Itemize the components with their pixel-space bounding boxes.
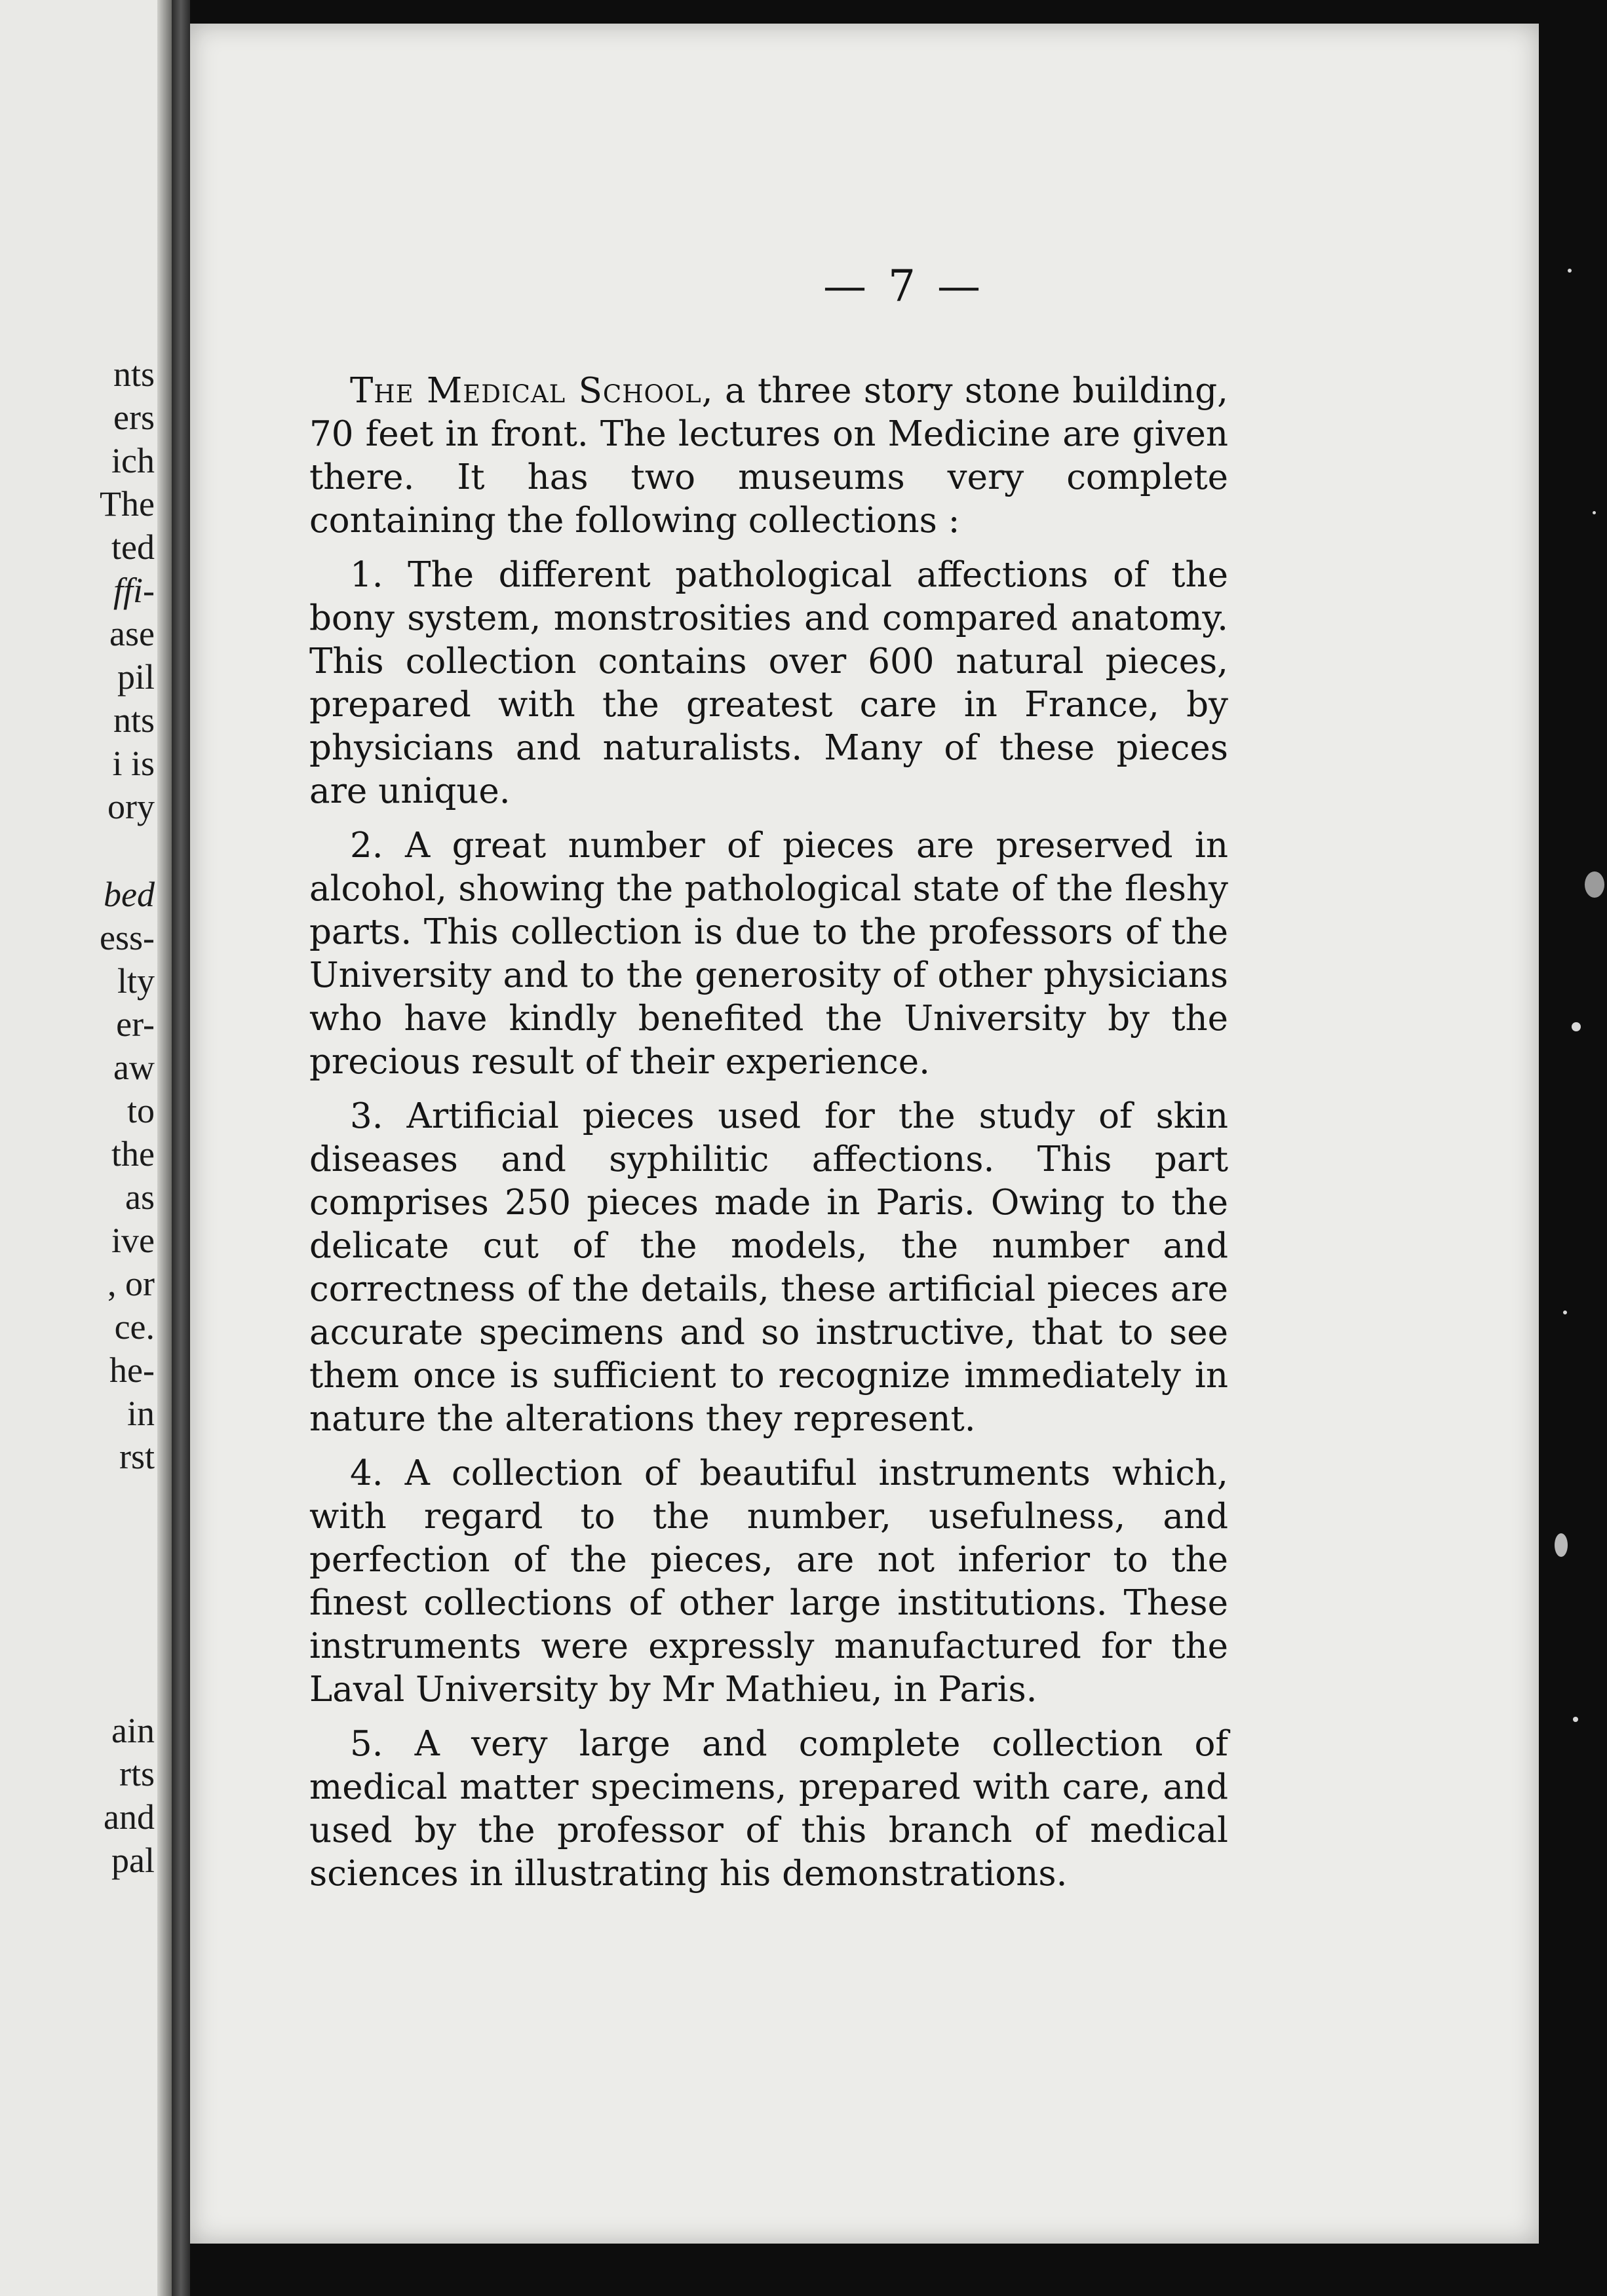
previous-page-fragment: ory bbox=[107, 787, 155, 826]
previous-page-fragment: ce. bbox=[114, 1307, 155, 1347]
section-heading: The Medical School bbox=[350, 371, 702, 411]
book-page bbox=[190, 24, 1539, 2244]
scan-speck bbox=[1568, 269, 1572, 273]
previous-page-fragment: i is bbox=[112, 744, 155, 783]
collection-item-5: 5. A very large and complete collection of medical matter specimens, prepared with care, and used by the professor of this branch of medical sciences in illustrating his demonstrations. bbox=[309, 1724, 1228, 1894]
previous-page-edge bbox=[0, 0, 172, 2296]
scan-speck bbox=[1593, 511, 1596, 514]
previous-page-fragment: The bbox=[100, 484, 155, 524]
previous-page-fragment: lty bbox=[117, 961, 155, 1001]
previous-page-fragment: he- bbox=[109, 1350, 155, 1390]
previous-page-fragment: ers bbox=[113, 398, 155, 437]
previous-page-fragment: ain bbox=[111, 1711, 155, 1750]
previous-page-fragment: ich bbox=[111, 441, 155, 480]
book-gutter bbox=[172, 0, 190, 2296]
scan-speck bbox=[1555, 1533, 1568, 1557]
page-edge-shadow bbox=[157, 0, 172, 2296]
previous-page-fragment: ess- bbox=[100, 918, 155, 957]
previous-page-fragment: in bbox=[126, 1394, 155, 1433]
collection-item-2: 2. A great number of pieces are preserved in alcohol, showing the pathological state of the fleshy parts. This collection is due to the professors of the University and to the generosity of other physicians who have kindly benefited the University by the precious result of their experience. bbox=[309, 826, 1228, 1082]
scan-speck bbox=[1573, 1717, 1578, 1722]
scan-speck bbox=[1572, 1022, 1581, 1031]
previous-page-fragment: pil bbox=[117, 657, 155, 697]
previous-page-fragment: , or bbox=[107, 1264, 155, 1303]
previous-page-fragment: nts bbox=[113, 700, 155, 740]
previous-page-fragment: er- bbox=[116, 1004, 155, 1044]
previous-page-fragment: and bbox=[104, 1797, 155, 1837]
previous-page-fragment: as bbox=[125, 1177, 155, 1217]
collection-item-3: 3. Artificial pieces used for the study of skin diseases and syphilitic affections. This part comprises 250 pieces made in Paris. Owing to the delicate cut of the models, the number and correctness of the details, these artificial pieces are accurate specimens and so instructive, that to see them once is sufficient to recognize immediately in nature the alterations they represent. bbox=[309, 1096, 1228, 1439]
page-body bbox=[309, 370, 1228, 1907]
collection-item-4: 4. A collection of beautiful instruments which, with regard to the number, usefulness, and perfection of the pieces, are not inferior to the finest collections of other large institutions. These instruments were expressly manufactured for the Laval University by Mr Mathieu, in Paris. bbox=[309, 1453, 1228, 1710]
page-number: — 7 — bbox=[823, 261, 984, 311]
scan-speck bbox=[1585, 871, 1604, 898]
previous-page-fragment: to bbox=[126, 1091, 155, 1130]
intro-paragraph bbox=[309, 370, 1228, 543]
scan-speck bbox=[1563, 1311, 1567, 1314]
previous-page-fragment: ffi- bbox=[113, 571, 155, 610]
previous-page-fragment: the bbox=[111, 1134, 155, 1174]
previous-page-fragment: pal bbox=[111, 1841, 155, 1880]
collection-item-1: 1. The different pathological affections of the bony system, monstrosities and compared anatomy. This collection contains over 600 natural pieces, prepared with the greatest care in France, by physicians and naturalists. Many of these pieces are unique. bbox=[309, 555, 1228, 811]
intro-text: , a three story stone building, 70 feet in front. The lectures on Medicine are given there. It has two museums very complete containing the following collections : bbox=[309, 371, 1228, 541]
previous-page-fragment: aw bbox=[113, 1048, 155, 1087]
previous-page-fragment: bed bbox=[104, 875, 155, 914]
previous-page-fragment: nts bbox=[113, 354, 155, 394]
previous-page-fragment: ive bbox=[111, 1221, 155, 1260]
previous-page-fragment: rst bbox=[119, 1437, 155, 1476]
previous-page-fragment: ted bbox=[111, 527, 155, 567]
previous-page-fragment: ase bbox=[109, 614, 155, 653]
previous-page-fragment: rts bbox=[119, 1754, 155, 1793]
